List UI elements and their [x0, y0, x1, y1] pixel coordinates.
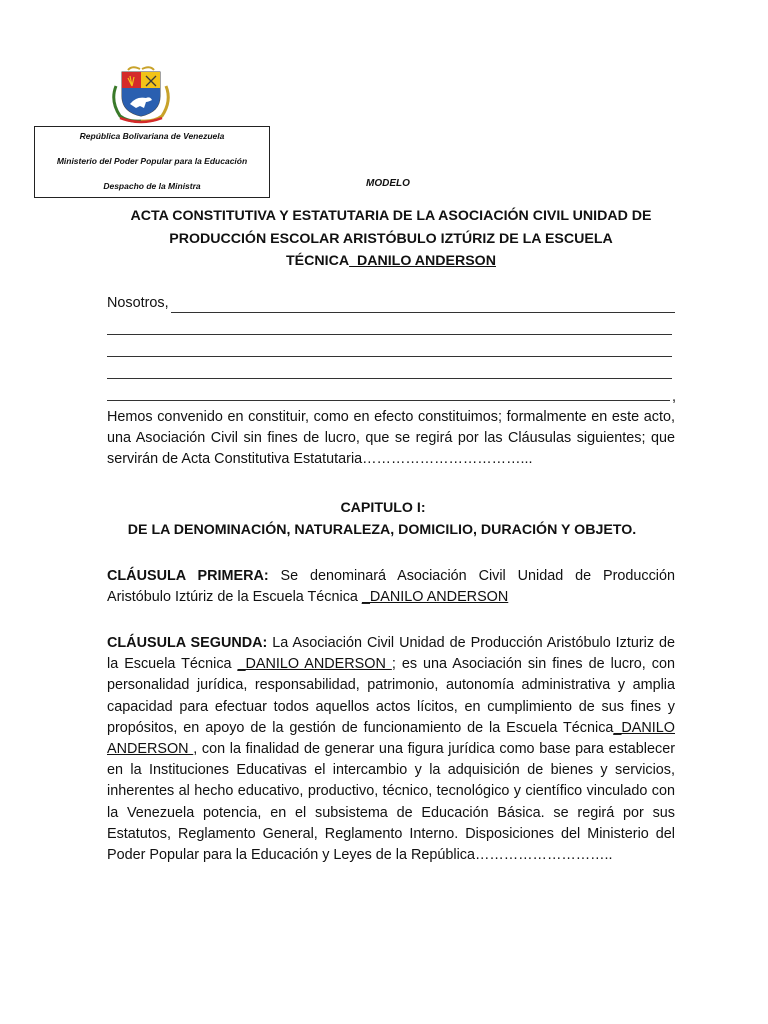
title-line-3 — [100, 250, 682, 273]
clausula-segunda-text-c: , con la finalidad de generar una figura jurídica como base para establecer en la Instituciones Educativas el intercambio y la adquisición de bienes y servicios, inherentes al hecho educativo, productivo, técnico, tecnológico y científico vinculado con la Venezuela potencia, en el subsistema de Educación Básica. se regirá por sus Estatutos, Reglamento General, Reglamento Interno. Disposiciones del Ministerio del Poder Popular para la Educación y Leyes de la República……………………….. — [107, 741, 675, 864]
clausula-primera — [107, 566, 675, 608]
coat-of-arms-icon — [106, 66, 176, 124]
clausula-segunda — [107, 633, 675, 866]
clausula-primera-text: Se denominará Asociación Civil Unidad de Producción Aristóbulo Iztúriz de la Escuela Técnica — [107, 568, 675, 606]
blank-line-2[interactable] — [107, 334, 672, 335]
clausula-segunda-school-name-1: _DANILO ANDERSON — [237, 656, 392, 673]
chapter-heading: CAPITULO I: — [340, 500, 426, 516]
document-title — [100, 205, 682, 273]
blank-line-3[interactable] — [107, 356, 672, 357]
nosotros-label: Nosotros, — [107, 295, 169, 311]
blank-line-5[interactable] — [107, 400, 670, 401]
clausula-segunda-school-name-2: _DANILO ANDERSON — [107, 719, 675, 758]
header-office: Despacho de la Ministra — [103, 181, 201, 191]
modelo-label: MODELO — [366, 178, 410, 189]
blank-line-1[interactable] — [171, 312, 675, 313]
title-line-1: ACTA CONSTITUTIVA Y ESTATUTARIA DE LA ASOCIACIÓN CIVIL UNIDAD DE — [130, 208, 652, 224]
clausula-primera-school-name: _DANILO ANDERSON — [361, 589, 509, 606]
clausula-segunda-text-b: ; es una Asociación sin fines de lucro, con personalidad jurídica, responsabilidad, patrimonio, autonomía administrativa y amplia capacidad para efectuar todos aquellos actos lícitos, en cumplimiento de sus fines y propósitos, en apoyo de la gestión de funcionamiento de la Escuela Técnica — [107, 656, 676, 736]
clausula-primera-label: CLÁUSULA PRIMERA: — [107, 568, 269, 584]
nosotros-comma: , — [672, 389, 676, 405]
blank-line-4[interactable] — [107, 378, 672, 379]
clausula-segunda-text-a: La Asociación Civil Unidad de Producción Aristóbulo Izturiz de la Escuela Técnica — [107, 635, 675, 673]
header-republic: República Bolivariana de Venezuela — [79, 131, 225, 141]
clausula-segunda-label: CLÁUSULA SEGUNDA: — [107, 635, 268, 651]
title-tecnica: TÉCNICA — [286, 253, 350, 269]
chapter-subheading: DE LA DENOMINACIÓN, NATURALEZA, DOMICILIO, DURACIÓN Y OBJETO. — [127, 522, 637, 538]
header-ministry: Ministerio del Poder Popular para la Educación — [56, 156, 248, 166]
nosotros-paragraph: Hemos convenido en constituir, como en efecto constituimos; formalmente en este acto, una Asociación Civil sin fines de lucro, que se regirá por las Cláusulas siguientes; que servirán de Acta Constitutiva Estatutaria……………………………... — [107, 409, 675, 468]
title-school-name: _DANILO ANDERSON — [349, 253, 496, 269]
ministry-header-box — [34, 126, 270, 198]
title-line-2: PRODUCCIÓN ESCOLAR ARISTÓBULO IZTÚRIZ DE LA ESCUELA — [169, 230, 613, 247]
